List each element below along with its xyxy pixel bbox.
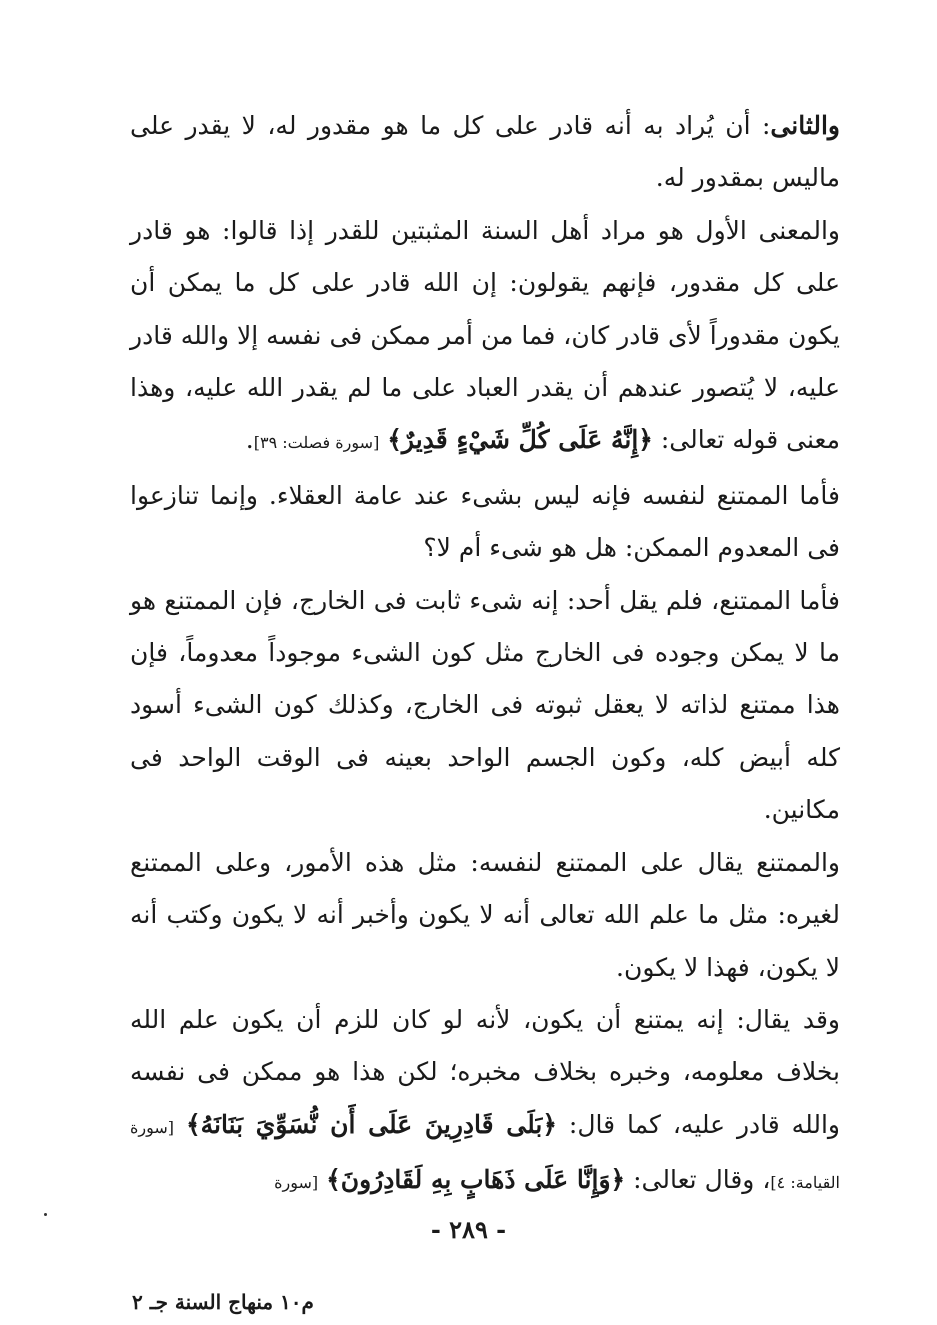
verse-reference: [سورة فصلت: ٣٩] [253, 433, 380, 453]
quran-verse: ﴿بَلَى قَادِرِينَ عَلَى أَن نُّسَوِّيَ بَنَانَهُ﴾ [185, 1109, 557, 1139]
verse-reference: [سورة [274, 1173, 319, 1193]
paragraph-text: والممتنع يقال على الممتنع لنفسه: مثل هذه الأمور، وعلى الممتنع لغيره: مثل ما علم الله تعالى أنه لا يكون وأخبر أنه لا يكون وكتب أنه لا يكون، فهذا لا يكون. [130, 847, 840, 982]
paragraph-2 [130, 205, 840, 470]
paragraph-text-continued: ، وقال تعالى: [625, 1165, 771, 1195]
paragraph-lead-word: والثانى [770, 111, 840, 140]
paragraph-6 [130, 994, 840, 1210]
paragraph-4 [130, 575, 840, 837]
footer-signature: م١٠ منهاج السنة جـ ٢ [132, 1290, 314, 1314]
page-number: - ٢٨٩ - [430, 1215, 507, 1244]
paragraph-3 [130, 470, 840, 575]
paragraph-end: . [245, 425, 254, 455]
main-text [130, 100, 840, 1210]
verse-reference: [سورة القيامة: ٤] [130, 1117, 840, 1193]
paragraph-1 [130, 100, 840, 205]
scan-speck [44, 1213, 47, 1216]
quran-verse: ﴿وَإِنَّا عَلَى ذَهَابٍ بِهِ لَقَادِرُونَ﴾ [326, 1165, 626, 1195]
paragraph-text: وقد يقال: إنه يمتنع أن يكون، لأنه لو كان للزم أن يكون علم الله بخلاف معلومه، وخبره بخلاف مخبره؛ لكن هذا هو ممكن فى نفسه والله قادر عليه، كما قال: [130, 1004, 840, 1139]
paragraph-5 [130, 837, 840, 994]
paragraph-text: والمعنى الأول هو مراد أهل السنة المثبتين للقدر إذا قالوا: هو قادر على كل مقدور، فإنهم يقولون: إن الله قادر على كل ما يمكن أن يكون مقدوراً لأى قادر كان، فما من أمر ممكن فى نفسه إلا والله قادر عليه، لا يُتصور عندهم أن يقدر العباد على ما لم يقدر الله عليه، وهذا معنى قوله تعالى: [130, 215, 840, 455]
paragraph-text: : أن يُراد به أنه قادر على كل ما هو مقدور له، لا يقدر على ماليس بمقدور له. [130, 111, 840, 193]
paragraph-text: فأما الممتنع، فلم يقل أحد: إنه شىء ثابت فى الخارج، فإن الممتنع هو ما لا يمكن وجوده فى الخارج مثل كون الشىء موجوداً معدوماً، فإن هذا ممتنع لذاته لا يعقل ثبوته فى الخارج، وكذلك كون الشىء أسود كله أبيض كله، وكون الجسم الواحد بعينه فى الوقت الواحد فى مكانين. [130, 585, 840, 825]
quran-verse: ﴿إِنَّهُ عَلَى كُلِّ شَيْءٍ قَدِيرٌ﴾ [387, 425, 653, 455]
paragraph-text: فأما الممتنع لنفسه فإنه ليس بشىء عند عامة العقلاء. وإنما تنازعوا فى المعدوم الممكن: هل هو شىء أم لا؟ [130, 480, 840, 563]
